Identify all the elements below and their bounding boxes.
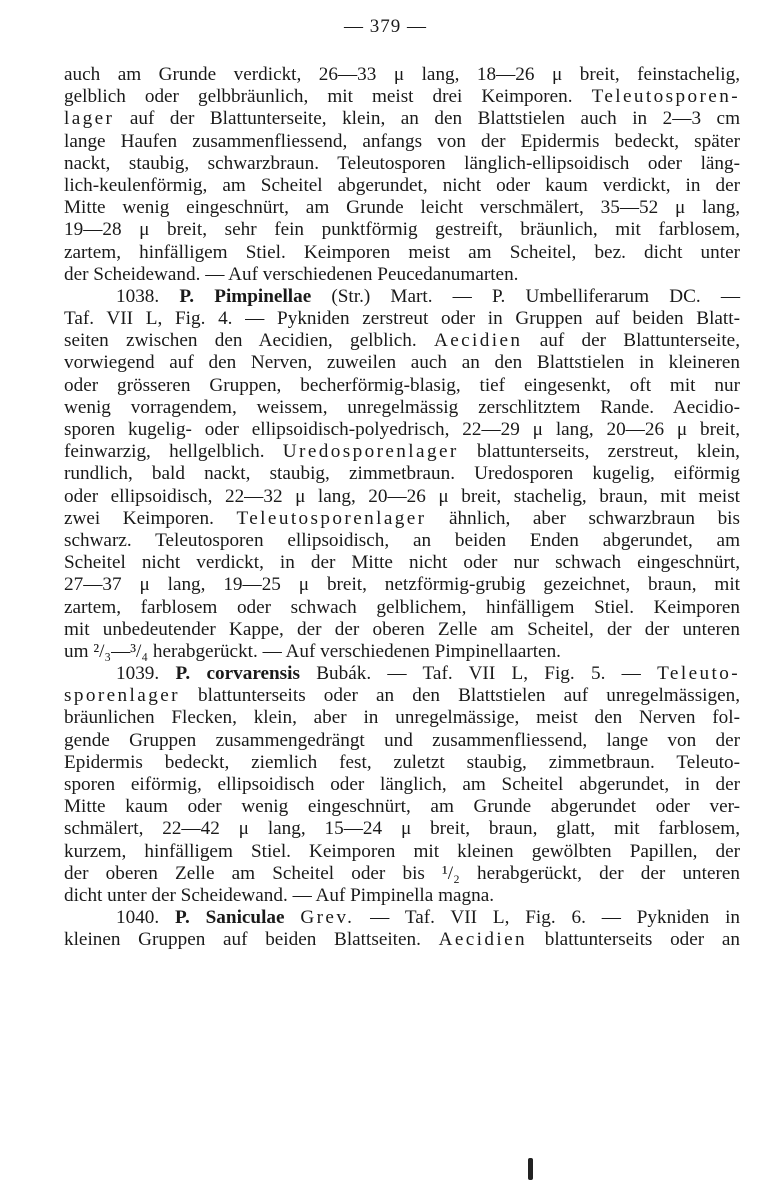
text-run: zartem, hinfälligem Stiel. Keimporen meist am Scheitel, bez. dicht unter xyxy=(64,241,740,263)
spaced-term: lager xyxy=(64,108,115,130)
text-run: Taf. VII L, Fig. 4. — Pykniden zerstreut oder in Gruppen auf beiden Blatt- xyxy=(64,308,740,330)
text-line xyxy=(64,597,740,619)
text-line xyxy=(64,242,740,264)
text-run: lich-keulenförmig, am Scheitel abgerundet, nicht oder kaum verdickt, in der xyxy=(64,174,740,196)
text-line xyxy=(64,197,740,219)
text-run: 19—28 μ breit, sehr fein punktförmig gestreift, bräunlich, mit farblosem, xyxy=(64,219,740,241)
text-line xyxy=(64,375,740,397)
text-run: bräunlichen Flecken, klein, aber in unregelmässige, meist den Nerven fol- xyxy=(64,707,740,729)
text-run: auch am Grunde verdickt, 26—33 μ lang, 18—26 μ breit, feinstachelig, xyxy=(64,64,740,85)
text-line xyxy=(64,641,740,663)
text-line xyxy=(64,441,740,463)
text-line xyxy=(64,397,740,419)
page-number: — 379 — xyxy=(344,16,427,37)
text-run: der Scheidewand. — Auf verschiedenen Peucedanumarten. xyxy=(64,263,519,285)
text-run xyxy=(285,907,301,928)
text-run: oder grösseren Gruppen, becherförmig-blasig, tief eingesenkt, oft mit nur xyxy=(64,374,740,396)
text-run: mit unbedeutender Kappe, der der oberen Zelle am Scheitel, der der unteren xyxy=(64,618,740,640)
body-text xyxy=(64,64,740,952)
text-line xyxy=(64,419,740,441)
text-line xyxy=(64,818,740,840)
text-run: Bubák. — Taf. VII L, Fig. 5. — xyxy=(299,663,658,685)
text-line xyxy=(64,774,740,796)
text-line xyxy=(64,685,740,707)
spaced-term: Grev. xyxy=(300,907,355,929)
text-line xyxy=(64,463,740,485)
text-line xyxy=(64,885,740,907)
text-run: blattunterseits oder an den Blattstielen auf unregelmässigen, xyxy=(179,685,740,707)
text-run: der oberen Zelle am Scheitel oder bis ¹/₂ herabgerückt, der der unteren xyxy=(64,862,740,884)
text-line xyxy=(64,574,740,596)
text-run: Mitte wenig eingeschnürt, am Grunde leicht verschmälert, 35—52 μ lang, xyxy=(64,197,740,219)
text-line xyxy=(64,131,740,153)
text-line xyxy=(64,841,740,863)
text-line xyxy=(64,707,740,729)
text-run: nackt, staubig, schwarzbraun. Teleutosporen länglich-ellipsoidisch oder läng- xyxy=(64,152,740,174)
text-run: 1038. xyxy=(116,285,180,307)
spaced-term: sporenlager xyxy=(64,685,180,707)
text-run: ähnlich, aber schwarzbraun bis xyxy=(426,507,740,529)
text-line xyxy=(64,730,740,752)
text-line xyxy=(64,64,740,86)
species-name: P. Saniculae xyxy=(175,907,285,929)
text-run: schwarz. Teleutosporen ellipsoidisch, an beiden Enden abgerundet, am xyxy=(64,529,740,551)
text-line xyxy=(64,929,740,951)
text-run: 27—37 μ lang, 19—25 μ breit, netzförmig-grubig gezeichnet, braun, mit xyxy=(64,574,740,596)
spaced-term: Teleuto- xyxy=(657,663,741,685)
text-run: Mitte kaum oder wenig eingeschnürt, am Grunde abgerundet oder ver- xyxy=(64,796,740,818)
text-line xyxy=(64,219,740,241)
text-run: vorwiegend auf den Nerven, zuweilen auch an den Blattstielen in kleineren xyxy=(64,352,740,374)
text-line xyxy=(64,352,740,374)
text-run: oder ellipsoidisch, 22—32 μ lang, 20—26 μ breit, stachelig, braun, mit meist xyxy=(64,485,740,507)
text-line xyxy=(64,796,740,818)
spaced-term: Aecidien xyxy=(438,929,528,951)
text-run: auf der Blattunterseite, klein, an den Blattstielen auch in 2—3 cm xyxy=(114,108,740,130)
spaced-term: Aecidien xyxy=(433,330,523,352)
text-line xyxy=(64,308,740,330)
text-run: feinwarzig, hellgelblich. xyxy=(64,441,283,463)
text-run: blattunterseits, zerstreut, klein, xyxy=(458,441,740,463)
spaced-term: Teleutosporenlager xyxy=(236,507,427,529)
text-line xyxy=(64,508,740,530)
text-run: sporen eiförmig, ellipsoidisch oder länglich, am Scheitel abgerundet, in der xyxy=(64,774,740,795)
text-run: sporen kugelig- oder ellipsoidisch-polyedrisch, 22—29 μ lang, 20—26 μ breit, xyxy=(64,419,740,440)
text-run: gelblich oder gelbbräunlich, mit meist drei Keimporen. xyxy=(64,86,592,108)
spaced-term: Uredosporenlager xyxy=(282,441,459,463)
text-run: (Str.) Mart. — P. Umbelliferarum DC. — xyxy=(311,285,741,307)
text-run: Scheitel nicht verdickt, in der Mitte nicht oder nur schwach eingeschnürt, xyxy=(64,552,740,574)
text-line xyxy=(64,286,740,308)
text-run: rundlich, bald nackt, staubig, zimmetbraun. Uredosporen kugelig, eiförmig xyxy=(64,463,740,485)
text-run: gende Gruppen zusammengedrängt und zusammenfliessend, lange von der xyxy=(64,729,740,751)
text-run: dicht unter der Scheidewand. — Auf Pimpinella magna. xyxy=(64,884,495,906)
text-line xyxy=(64,108,740,130)
text-line xyxy=(64,863,740,885)
text-run: 1039. xyxy=(116,663,176,685)
text-run: zwei Keimporen. xyxy=(64,507,237,529)
text-line xyxy=(64,153,740,175)
text-run: kleinen Gruppen auf beiden Blattseiten. xyxy=(64,929,439,951)
ink-mark xyxy=(528,1158,533,1180)
spaced-term: Teleutosporen- xyxy=(591,86,740,108)
text-run: zartem, farblosem oder schwach gelblichem, hinfälligem Stiel. Keimporen xyxy=(64,596,740,618)
text-run: 1040. xyxy=(116,907,176,929)
text-line xyxy=(64,264,740,286)
text-line xyxy=(64,530,740,552)
text-run: auf der Blattunterseite, xyxy=(522,330,740,352)
text-run: Epidermis bedeckt, ziemlich fest, zuletzt staubig, zimmetbraun. Teleuto- xyxy=(64,751,740,773)
text-run: schmälert, 22—42 μ lang, 15—24 μ breit, braun, glatt, mit farblosem, xyxy=(64,818,740,840)
text-line xyxy=(64,752,740,774)
text-run: wenig vorragendem, weissem, unregelmässig zerschlitztem Rande. Aecidio- xyxy=(64,396,740,418)
text-line xyxy=(64,330,740,352)
text-line xyxy=(64,619,740,641)
species-name: P. corvarensis xyxy=(175,663,300,685)
text-line xyxy=(64,175,740,197)
text-line xyxy=(64,86,740,108)
text-run: blattunterseits oder an xyxy=(527,929,740,951)
text-run: kurzem, hinfälligem Stiel. Keimporen mit kleinen gewölbten Papillen, der xyxy=(64,840,740,862)
text-line xyxy=(64,552,740,574)
text-run: um ²/₃—³/₄ herabgerückt. — Auf verschiedenen Pimpinellaarten. xyxy=(64,640,561,662)
text-line xyxy=(64,663,740,685)
text-run: — Taf. VII L, Fig. 6. — Pykniden in xyxy=(354,907,741,929)
text-run: seiten zwischen den Aecidien, gelblich. xyxy=(64,330,434,352)
text-line xyxy=(64,486,740,508)
text-run: lange Haufen zusammenfliessend, anfangs von der Epidermis bedeckt, später xyxy=(64,130,740,152)
text-line xyxy=(64,907,740,929)
species-name: P. Pimpinellae xyxy=(179,285,312,307)
